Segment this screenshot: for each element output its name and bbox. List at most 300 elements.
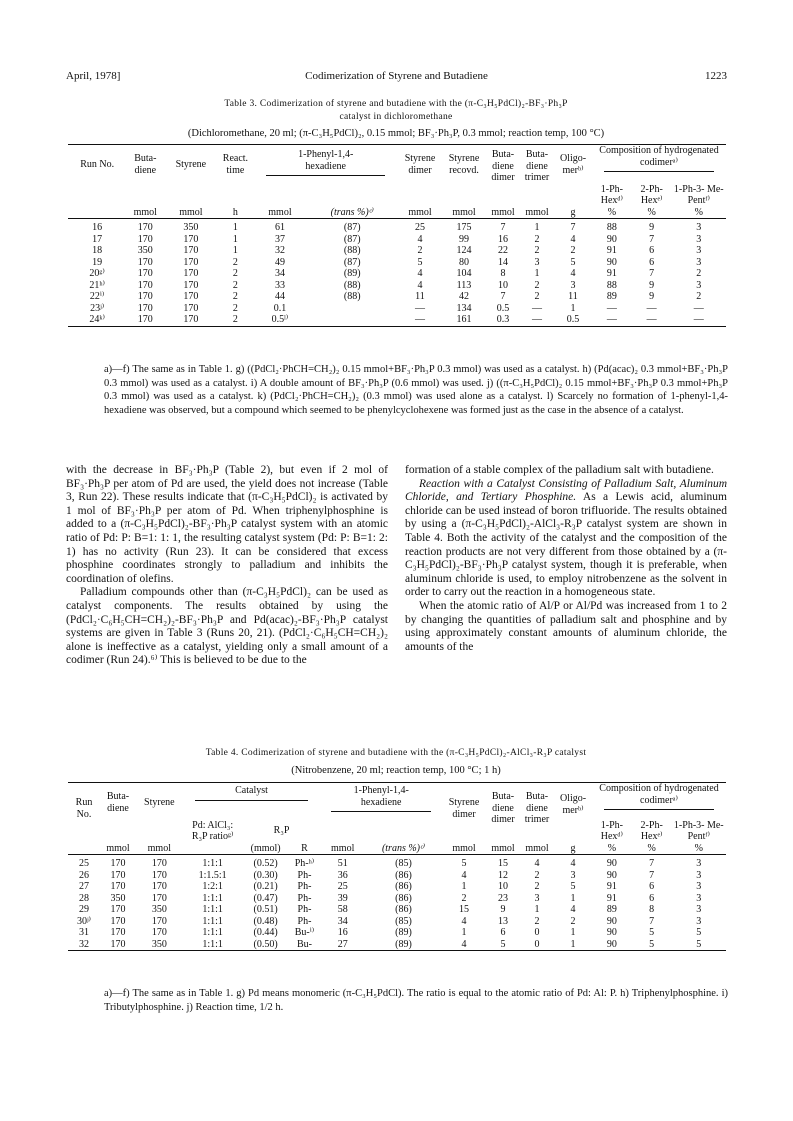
section-heading: Reaction with a Catalyst Consisting of Palladium Salt, Aluminum Chloride, and Tertiary Phosphine. [405, 477, 727, 504]
t3-head-butadiene: Buta- diene [126, 145, 164, 207]
table-cell: 11 [415, 291, 425, 302]
table-cell: 4 [570, 233, 576, 245]
table-cell: 31 [79, 927, 89, 938]
table-cell: 1 [570, 927, 576, 938]
table-cell: (85) [395, 915, 412, 927]
table-cell: — [646, 302, 657, 314]
table-cell: 1:1:1 [183, 939, 243, 951]
table-cell: 5 [417, 256, 423, 268]
t3-unit: mmol [520, 207, 554, 219]
table-cell: 2 [534, 869, 540, 881]
t4-unit: mmol [136, 843, 183, 855]
table4-subcaption: (Nitrobenzene, 20 ml; reaction temp, 100 °C; 1 h) [291, 765, 501, 776]
table-cell: 6 [649, 256, 655, 268]
t4-unit-run [68, 843, 100, 855]
table-cell: 7 [500, 291, 506, 302]
table-cell: 170 [183, 279, 199, 291]
table-cell: — [532, 302, 542, 314]
table-cell: 170 [151, 927, 167, 938]
table-cell: 15 [459, 904, 469, 915]
table-cell: 9 [649, 291, 655, 302]
table-cell: 8 [500, 268, 506, 279]
table-cell: 7 [500, 222, 506, 233]
table-cell: 1 [534, 904, 540, 915]
table-row [68, 927, 726, 939]
table-cell: 91 [606, 268, 617, 279]
table-cell: 17 [92, 233, 103, 245]
table-cell: 170 [183, 245, 199, 256]
table-row [68, 893, 726, 905]
table-cell: 1:1:1 [202, 904, 223, 915]
t4-unit: R [289, 843, 321, 855]
table-cell: 5 [632, 939, 672, 951]
table-cell: 9 [649, 279, 655, 291]
t4-head-composition [592, 783, 726, 820]
table-cell: 1 [570, 302, 576, 314]
table-cell: 91 [606, 245, 617, 256]
t4-head-pad-a [320, 820, 365, 843]
table-cell: 1 [554, 939, 592, 951]
table-cell: 170 [183, 268, 199, 279]
table-cell: 6 [649, 892, 655, 904]
table-cell: 2 [534, 245, 540, 256]
table-cell: 6 [500, 927, 506, 938]
table-row [68, 904, 726, 916]
t4-head-catalyst [183, 783, 321, 820]
table-cell: 1 [232, 245, 238, 256]
table-row [68, 219, 726, 234]
table-cell: 27 [79, 881, 89, 892]
table-cell: 3 [696, 233, 702, 245]
table-cell: 5 [461, 858, 467, 869]
table-cell: 5 [649, 927, 655, 938]
table-cell: (89) [365, 939, 442, 951]
t3-unit: mmol [398, 207, 442, 219]
table-cell: 4 [461, 915, 467, 927]
table-cell: (0.52) [253, 858, 278, 869]
table-row [68, 939, 726, 951]
table-cell: 2 [461, 892, 467, 904]
t4-unit: g [554, 843, 592, 855]
table-cell: — [606, 302, 617, 314]
table-row [68, 314, 726, 326]
t3-head-butadiene-trimer: Buta- diene trimer [520, 145, 554, 207]
table-cell: 23ʲ⁾ [90, 302, 105, 314]
t4-unit-ratio [183, 843, 243, 855]
table-cell: (0.51) [253, 904, 278, 915]
body-paragraph: with the decrease in BF₃·Ph₃P (Table 2), but even if 2 mol of BF₃·Ph₃P per atom of Pd are used, the yield does not increase (Table 3, Run 22). These results indicate that (π-C₃H₅PdCl)₂ is activated by 1 mol of BF₃·Ph₃P per atom of Pd. When triphenylphosphine is added to a (π-C₃H₅PdCl)₂-BF₃·Ph₃P catalyst system with an atomic ratio of Pd: P: B=1: 1: 1, the resulting catalyst system (Pd: P: B=1: 2: 1) has no activity (Run 23). It can be considered that excess phosphine coordinates strongly to palladium and inhibits the coordination of olefins. [66, 464, 388, 585]
table-cell: Ph- [297, 915, 312, 927]
t3-head-oligomer: Oligo- merᵇ⁾ [554, 145, 592, 207]
table-row [68, 881, 726, 893]
table-row [68, 855, 726, 870]
table-cell: 0.3 [486, 314, 520, 326]
table-cell: 1 [461, 881, 467, 892]
table-cell: 39 [337, 892, 348, 904]
table-cell: 170 [137, 222, 153, 233]
table-cell: 10 [498, 279, 508, 291]
table-cell: 170 [110, 869, 126, 881]
table-cell: 5 [696, 927, 702, 938]
table-cell: 29 [79, 904, 89, 915]
table-cell: 4 [534, 858, 540, 869]
table-cell: 1:1:1 [202, 892, 223, 904]
t3-head-phenylhex-label: 1-Phenyl-1,4- hexadiene [298, 149, 354, 172]
table-cell: 30ʲ⁾ [76, 915, 91, 927]
table-cell: 4 [570, 858, 576, 869]
t3-unit: % [632, 207, 672, 219]
table4 [68, 782, 726, 951]
table-cell: 170 [137, 291, 153, 302]
table3-caption-line2: catalyst in dichloromethane [339, 112, 453, 122]
table-cell: 89 [606, 904, 617, 915]
t3-unit: mmol [442, 207, 486, 219]
t3-unit: % [592, 207, 632, 219]
table-cell: 61 [274, 222, 285, 233]
table-cell: 26 [79, 869, 89, 881]
t4-unit: mmol [442, 843, 486, 855]
table-cell: (88) [343, 245, 361, 256]
table4-footnote: a)—f) The same as in Table 1. g) Pd means monomeric (π-C₃H₅PdCl). The ratio is equal to the atomic ratio of Pd: Al: P. h) Triphenylphosphine. i) Tributylphosphine. j) Reaction time, 1/2 h. [104, 988, 728, 1013]
table-cell: 170 [183, 291, 199, 302]
table-cell: 4 [570, 904, 576, 915]
table-cell: 1 [232, 233, 238, 245]
table-cell: 5 [486, 939, 520, 951]
table-cell: 11 [568, 291, 578, 302]
t3-unit: h [217, 207, 253, 219]
table3-body [68, 219, 726, 327]
table-cell: 0 [520, 939, 554, 951]
table-cell: 15 [498, 858, 508, 869]
table-cell: 104 [456, 268, 472, 279]
table-cell: (0.44) [253, 927, 278, 938]
table-cell: Bu-ⁱ⁾ [294, 927, 315, 938]
t3-head-run: Run No. [68, 145, 126, 207]
table-cell: 170 [137, 279, 153, 291]
table-cell: 1 [534, 222, 540, 233]
table-cell: 3 [696, 858, 702, 869]
table3-subcaption: (Dichloromethane, 20 ml; (π-C₃H₅PdCl)₂, 0.15 mmol; BF₃·Ph₃P, 0.3 mmol; reaction temp, 100 °C) [187, 128, 605, 139]
table-cell: 90 [592, 939, 632, 951]
table-cell: 1 [534, 268, 540, 279]
section-text: As a Lewis acid, aluminum chloride can be used instead of boron trifluoride. The results obtained by using a (π-C₃H₅PdCl)₂-AlCl₃-R₃P catalyst system are shown in Table 4. Both the activity of the catalyst and the composition of the reaction products are not very different from those obtained by a (π-C₃H₅PdCl)₂-BF₃·Ph₃P catalyst system, though it is preferable, when aluminum chloride is used, to employ nitrobenzene as the solvent in order to carry out the reaction in a homogeneous state. [405, 491, 727, 599]
table-cell: 58 [337, 904, 348, 915]
table-cell: 16 [337, 927, 348, 938]
table-cell: 4 [442, 939, 486, 951]
table-row [68, 257, 726, 269]
table-cell [306, 303, 398, 315]
table-cell: 2 [232, 268, 238, 279]
table-cell: 3 [696, 869, 702, 881]
t3-head-phenylhex [253, 145, 398, 184]
t4-unit: mmol [100, 843, 136, 855]
table-cell: 2 [570, 915, 576, 927]
t3-unit: mmol [253, 207, 306, 219]
table-cell: 1 [570, 892, 576, 904]
table-cell: 34 [274, 268, 285, 279]
table-cell: (88) [343, 291, 361, 302]
table-cell: 4 [417, 233, 423, 245]
table-cell: 170 [100, 939, 136, 951]
t3-head-pad-b [306, 184, 398, 207]
table-cell: 19 [92, 256, 103, 268]
t4-unit: mmol [486, 843, 520, 855]
table-cell: 13 [498, 915, 508, 927]
table-cell: — [672, 314, 726, 326]
t3-head-pad-a [253, 184, 306, 207]
t3-unit: mmol [486, 207, 520, 219]
table-row [68, 268, 726, 280]
table-cell: 3 [696, 892, 702, 904]
table-cell: 1:1.5:1 [198, 869, 227, 881]
table-cell: 3 [570, 279, 576, 291]
table-cell: 113 [456, 279, 472, 291]
table-cell: 90 [606, 915, 617, 927]
table-cell: 170 [110, 881, 126, 892]
t3-head-styrene-recovd: Styrene recovd. [442, 145, 486, 207]
table-cell: Ph-ʰ⁾ [294, 858, 315, 869]
table-cell: 2 [534, 291, 540, 302]
table-cell: 23 [498, 892, 508, 904]
table-row [68, 303, 726, 315]
t3-head-react-time: React. time [217, 145, 253, 207]
table-cell: 7 [649, 915, 655, 927]
table-cell: 0.1 [273, 302, 287, 314]
table-cell: — [632, 314, 672, 326]
table-cell: 4 [417, 279, 423, 291]
table-cell: 22 [498, 245, 508, 256]
table-cell: 34 [337, 915, 348, 927]
t4-head-r3p: R₃P [273, 825, 290, 837]
table-cell: 350 [183, 222, 199, 233]
t4-head-pad-b [365, 820, 442, 843]
table-cell: 170 [183, 256, 199, 268]
table-cell: 25 [415, 222, 425, 233]
table-cell: 170 [151, 858, 167, 869]
table-cell: 7 [649, 268, 655, 279]
table-cell: 3 [696, 245, 702, 256]
t3-head-ph1hex: 1-Ph- Hexᵈ⁾ [600, 183, 623, 206]
body-paragraph: Palladium compounds other than (π-C₃H₅PdCl)₂ can be used as catalyst components. The results obtained by using the (PdCl₂·C₆H₅CH=CH₂)₂-BF₃·Ph₃P and Pd(acac)₂-BF₃·Ph₃P catalyst systems are given in Table 3 (Runs 20, 21). (PdCl₂·C₆H₅CH=CH₂)₂ alone is ineffective as a catalyst, yielding only a small amount of a codimer (Run 24).⁶⁾ This is believed to be due to the [66, 586, 388, 667]
table-cell: 2 [417, 245, 423, 256]
table-cell: 27 [320, 939, 365, 951]
t4-head-phenylhex [320, 783, 442, 820]
t4-unit: % [632, 843, 672, 855]
table-cell: 3 [696, 222, 702, 233]
body-left-column [66, 464, 388, 668]
table-cell: 134 [456, 302, 472, 314]
table-cell: 0.5 [496, 302, 510, 314]
table-cell: (0.21) [253, 881, 278, 892]
table-cell: 1:1:1 [202, 915, 223, 927]
table-cell: 16 [92, 222, 103, 233]
body-paragraph-section [405, 478, 727, 600]
table-cell: (86) [395, 869, 412, 881]
table-cell: 170 [137, 233, 153, 245]
table-cell: 5 [570, 881, 576, 892]
table-cell: 18 [92, 245, 103, 256]
table-cell: 8 [649, 904, 655, 915]
table-cell: 32 [68, 939, 100, 951]
table-cell: (0.50) [243, 939, 289, 951]
t4-head-styrene: Styrene [136, 783, 183, 843]
t4-head-styrene-dimer: Styrene dimer [442, 783, 486, 843]
table-cell: 3 [696, 256, 702, 268]
table-row [68, 870, 726, 882]
t4-unit: % [672, 843, 726, 855]
table-cell: 44 [274, 291, 285, 302]
table-cell: 3 [534, 256, 540, 268]
t4-head-run: Run No. [68, 783, 100, 843]
table-row [68, 234, 726, 246]
table-cell: 42 [459, 291, 469, 302]
body-right-column [405, 464, 727, 654]
table-cell: 7 [649, 858, 655, 869]
table-cell: — [693, 302, 704, 314]
t4-unit: mmol [320, 843, 365, 855]
t4-head-ph2hex: 2-Ph- Hexᵉ⁾ [640, 819, 663, 842]
table-cell: 99 [459, 233, 469, 245]
t4-head-oligomer: Oligo- merᵇ⁾ [554, 783, 592, 843]
t3-unit: g [554, 207, 592, 219]
table-cell: (0.47) [253, 892, 278, 904]
table3-caption [60, 98, 732, 124]
table-cell: (87) [343, 256, 361, 268]
table-cell: 0.5 [554, 314, 592, 326]
table-cell: 350 [110, 892, 126, 904]
t3-head-ph2hex: 2-Ph- Hexᵉ⁾ [640, 183, 663, 206]
t4-head-composition-label: Composition of hydrogenated codimerᵃ⁾ [599, 783, 719, 806]
table-cell: 0 [534, 927, 540, 938]
table4-caption: Table 4. Codimerization of styrene and butadiene with the (π-C₃H₅PdCl)₂-AlCl₃-R₃P catalyst [205, 748, 587, 758]
table3-caption-line1: Table 3. Codimerization of styrene and butadiene with the (π-C₃H₅PdCl)₂-BF₃·Ph₃P [224, 99, 568, 109]
table-cell: 16 [498, 233, 508, 245]
table-cell: 91 [606, 881, 617, 892]
table-cell: (86) [395, 904, 412, 915]
table-row [68, 291, 726, 303]
t3-head-composition [592, 145, 726, 184]
table-cell: 3 [534, 892, 540, 904]
table-cell: 170 [183, 233, 199, 245]
t3-unit: mmol [164, 207, 217, 219]
table-cell: — [520, 314, 554, 326]
t4-head-ph3mepent: 1-Ph-3- Me-Pentᶠ⁾ [673, 819, 724, 842]
t4-head-ph1hex: 1-Ph- Hexᵈ⁾ [600, 819, 623, 842]
table-row [68, 280, 726, 292]
table-cell: (86) [395, 892, 412, 904]
header-date: April, 1978] [66, 70, 121, 82]
table-cell: 4 [461, 869, 467, 881]
table-cell: 170 [151, 892, 167, 904]
table-cell: 1 [461, 927, 467, 938]
table-cell: 89 [606, 291, 617, 302]
table-row [68, 245, 726, 257]
table-cell: Ph- [297, 904, 312, 915]
table-cell: 3 [696, 279, 702, 291]
table-cell: 2 [534, 881, 540, 892]
table-cell: 9 [500, 904, 506, 915]
table-cell: 7 [649, 233, 655, 245]
t4-head-catalyst-label: Catalyst [235, 785, 268, 796]
table-cell: 1:2:1 [202, 881, 223, 892]
table-cell: 2 [534, 279, 540, 291]
table-cell: Bu- [289, 939, 321, 951]
table-cell: 7 [649, 869, 655, 881]
table-cell: 5 [570, 256, 576, 268]
table-cell: 6 [649, 245, 655, 256]
table-cell: (88) [343, 279, 361, 291]
table-cell: 170 [110, 915, 126, 927]
table-cell: 170 [137, 256, 153, 268]
table-cell: — [398, 314, 442, 326]
t3-unit: % [672, 207, 726, 219]
t4-head-butadiene: Buta- diene [100, 783, 136, 843]
table-cell: 88 [606, 279, 617, 291]
table-cell: 4 [417, 268, 423, 279]
table-cell: 161 [442, 314, 486, 326]
table-cell: 170 [137, 268, 153, 279]
table-cell: 2 [232, 302, 238, 314]
header-title: Codimerization of Styrene and Butadiene [305, 70, 488, 82]
table4-body [68, 855, 726, 951]
table-cell: 2 [570, 245, 576, 256]
t4-head-butadiene-trimer: Buta- diene trimer [520, 783, 554, 843]
table-cell [306, 314, 398, 326]
table-cell: 90 [606, 233, 617, 245]
table-cell: 25 [337, 881, 348, 892]
table-cell: 12 [498, 869, 508, 881]
table-cell: 10 [498, 881, 508, 892]
table-cell: 6 [649, 881, 655, 892]
table-row [68, 916, 726, 928]
table-cell: 9 [649, 222, 655, 233]
table-cell: 170 [151, 869, 167, 881]
t4-head-ratio: Pd: AlCl₃: R₃P ratioᵍ⁾ [191, 819, 234, 842]
table-cell: 2 [232, 256, 238, 268]
table-cell: 51 [337, 858, 348, 869]
t3-head-composition-label: Composition of hydrogenated codimerᵃ⁾ [599, 145, 719, 168]
table-cell: 1:1:1 [202, 927, 223, 938]
table-cell: Ph- [297, 881, 312, 892]
table-cell: (87) [343, 222, 361, 233]
table-cell: (89) [395, 927, 412, 938]
table-cell: Ph- [297, 892, 312, 904]
table-cell: 3 [570, 869, 576, 881]
table-cell: 20ᵍ⁾ [89, 268, 105, 279]
table-cell: 90 [606, 927, 617, 938]
table-cell: (0.48) [253, 915, 278, 927]
table-cell: 88 [606, 222, 617, 233]
table-cell: 170 [137, 302, 153, 314]
table-cell: 170 [110, 858, 126, 869]
table-cell: 22ⁱ⁾ [89, 291, 105, 302]
table3-footnote: a)—f) The same as in Table 1. g) ((PdCl₂·PhCH=CH₂)₂ 0.15 mmol+BF₃·Ph₃P 0.3 mmol) was used as a catalyst. h) (Pd(acac)₂ 0.3 mmol+BF₃·Ph₃P 0.3 mmol) was used as a catalyst. i) A double amount of BF₃·Ph₃P (0.6 mmol) was used. j) ((π-C₃H₅PdCl)₂ 0.15 mmol+BF₃·Ph₃P 0.3 mmol+Ph₃P 0.3 mmol) was used as a catalyst. k) (PdCl₂·PhCH=CH₂)₂ (0.3 mmol) was used alone as a catalyst. l) Scarcely no formation of 1-phenyl-1,4-hexadiene was observed, but a compound which seemed to be phenylcyclohexene was formed just as the case in the absence of a catalyst. [104, 364, 728, 416]
table-cell: 3 [696, 915, 702, 927]
table-cell: — [592, 314, 632, 326]
table-cell: 3 [696, 904, 702, 915]
table-cell: 350 [151, 904, 167, 915]
table-cell: 90 [606, 869, 617, 881]
table-cell: 90 [606, 256, 617, 268]
table-cell: (89) [343, 268, 361, 279]
table-cell: 350 [136, 939, 183, 951]
table-cell: (85) [395, 858, 412, 869]
t3-unit: (trans %)ᶜ⁾ [306, 207, 398, 219]
table-cell: 170 [151, 881, 167, 892]
table-cell: 36 [337, 869, 348, 881]
t3-head-ph3mepent: 1-Ph-3- Me-Pentᶠ⁾ [673, 183, 724, 206]
table-cell: 2 [696, 268, 702, 279]
